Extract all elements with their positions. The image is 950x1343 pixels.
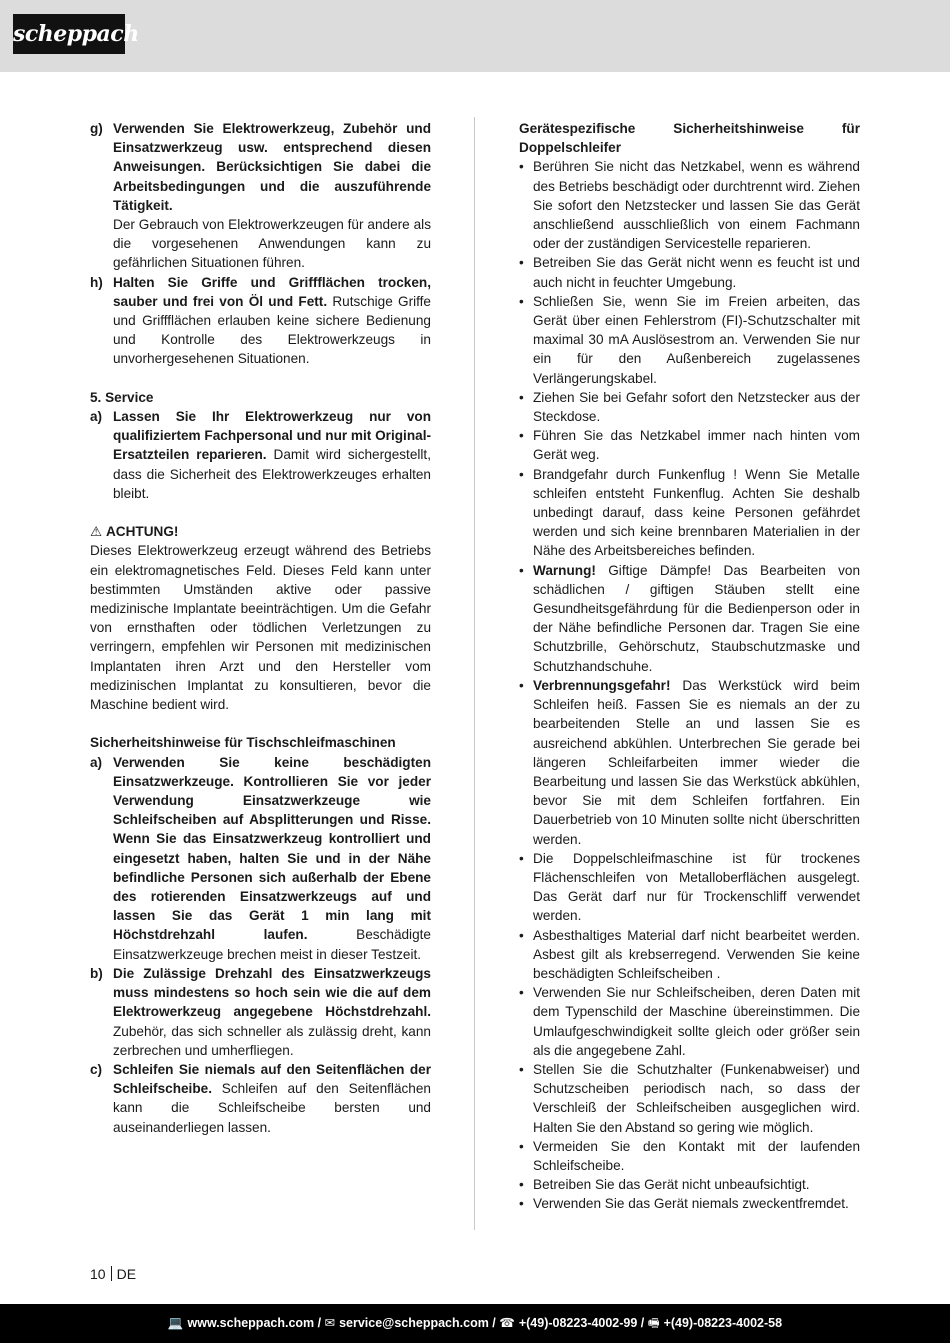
fax-number: +(49)-08223-4002-58 — [663, 1316, 783, 1330]
contact-line: 💻 www.scheppach.com / ✉ service@scheppach.com / ☎ +(49)-08223-4002-99 / 🖷 +(49)-08223-4002-58 — [167, 1316, 783, 1330]
right-column — [519, 119, 860, 1214]
list-item: • Verbrennungsgefahr! Das Werkstück wird beim Schleifen heiß. Fassen Sie es niemals an der zu bearbeitenden Stelle an und lassen Sie es ausreichend abkühlen. Unterbrechen Sie gerade bei längeren Schleifarbeiten immer wieder die Bearbeitung und lassen Sie das Werkstück abkühlen, bevor Sie mit dem Schleifen fortfahren. Ein Dauerbetrieb von 10 Minuten sollte nicht überschritten werden. — [519, 677, 860, 847]
doppelschleifer-heading: Gerätespezifische Sicherheitshinweise für Doppelschleifer — [519, 121, 860, 156]
list-item: • Verwenden Sie nur Schleifscheiben, deren Daten mit dem Typenschild der Maschine übereinstimmen. Die Umlaufgeschwindigkeit sollte gleich oder größer sein als die angegebene Zahl. — [519, 985, 860, 1058]
tischschleif-heading: Sicherheitshinweise für Tischschleifmaschinen — [90, 735, 396, 751]
phone-icon: ☎ — [499, 1316, 515, 1330]
service-instruction-a: a) Lassen Sie Ihr Elektrowerkzeug nur von qualifiziertem Fachpersonal und nur mit Original-Ersatzteilen reparieren. Damit wird sichergestellt, dass die Sicherheit des Elektrowerkzeuges erhalten bleibt. — [90, 409, 431, 501]
list-item: • Brandgefahr durch Funkenflug ! Wenn Sie Metalle schleifen entsteht Funkenflug. Achten Sie deshalb unbedingt darauf, dass keine Personen gefährdet werden und sich keine brennbaren Materialien in der Nähe des Arbeitsbereiches befinden. — [519, 466, 860, 559]
list-item: • Verwenden Sie das Gerät niemals zweckentfremdet. — [519, 1196, 849, 1212]
instruction-g: g) Verwenden Sie Elektrowerkzeug, Zubehör und Einsatzwerkzeug usw. entsprechend diesen Anweisungen. Berücksichtigen Sie dabei die Arbeitsbedingungen und die auszuführende Tätigkeit. Der Gebrauch von Elektrowerkzeugen für andere als die vorgesehenen Anwendungen kann zu gefährlichen Situationen führen. — [90, 121, 431, 271]
list-item: • Ziehen Sie bei Gefahr sofort den Netzstecker aus der Steckdose. — [519, 389, 860, 425]
mail-icon: ✉ — [324, 1316, 336, 1330]
warning-heading: ⚠ ACHTUNG! — [90, 524, 179, 540]
page-header — [0, 0, 950, 72]
list-item: • Asbesthaltiges Material darf nicht bearbeitet werden. Asbest gilt als krebserregend. Verwenden Sie keine beschädigten Schleifscheiben . — [519, 927, 860, 981]
service-heading: 5. Service — [90, 389, 154, 405]
instruction-h: h) Halten Sie Griffe und Griffflächen trocken, sauber und frei von Öl und Fett. Rutschige Griffe und Griffflächen erlauben keine sichere Bedienung und Kontrolle des Elektrowerkzeugs in unvorhergesehenen Situationen. — [90, 274, 431, 367]
column-divider — [474, 117, 475, 1230]
email-link[interactable]: service@scheppach.com — [339, 1316, 489, 1330]
list-item: • Schließen Sie, wenn Sie im Freien arbeiten, das Gerät über einen Fehlerstrom (FI)-Schutzschalter mit maximal 30 mA Auslösestrom an. Verwenden Sie nur ein für den Außenbereich zugelassenes Verlängerungskabel. — [519, 293, 860, 386]
tischschleif-instruction-b: b) Die Zulässige Drehzahl des Einsatzwerkzeugs muss mindestens so hoch sein wie die auf dem Elektrowerkzeug angegebene Höchstdrehzahl. Zubehör, das sich schneller als zulässig dreht, kann zerbrechen und umherfliegen. — [90, 965, 431, 1058]
tischschleif-instruction-c: c) Schleifen Sie niemals auf den Seitenflächen der Schleifscheibe. Schleifen auf den Seitenflächen kann die Schleifscheibe bersten und auseinanderliegen lassen. — [90, 1061, 431, 1135]
list-item: • Betreiben Sie das Gerät nicht unbeaufsichtigt. — [519, 1177, 810, 1193]
list-item: • Berühren Sie nicht das Netzkabel, wenn es während des Betriebs beschädigt oder durchtrennt wird. Ziehen Sie sofort den Netzstecker und lassen Sie das Gerät anschließend ausschließlich von einem Fachmann oder der zuständigen Servicestelle reparieren. — [519, 159, 860, 252]
list-item: • Stellen Sie die Schutzhalter (Funkenabweiser) und Schutzscheiben periodisch nach, so dass der Verschleiß der Schleifscheiben ausgeglichen wird. Halten Sie den Abstand so gering wie möglich. — [519, 1061, 860, 1135]
warning-icon: ⚠ — [90, 524, 103, 540]
warning-text: Dieses Elektrowerkzeug erzeugt während des Betriebs ein elektromagnetisches Feld. Dieses Feld kann unter bestimmten Umständen aktive oder passive medizinische Implantate beeinträchtigen. Um die Gefahr von ernsthaften oder tödlichen Verletzungen zu verringern, empfehlen wir Personen mit medizinischen Implantaten ihren Arzt und den Hersteller vom medizinischen Implantat zu konsultieren, bevor die Maschine bedient wird. — [90, 543, 431, 713]
phone-number: +(49)-08223-4002-99 — [518, 1316, 638, 1330]
list-item: • Die Doppelschleifmaschine ist für trockenes Flächenschleifen von Metalloberflächen ausgelegt. Das Gerät darf nur für Trockenschliff verwendet werden. — [519, 850, 860, 924]
page-footer — [0, 1304, 950, 1343]
computer-icon: 💻 — [167, 1316, 184, 1330]
brand-logo: scheppach — [13, 14, 125, 54]
list-item: • Betreiben Sie das Gerät nicht wenn es feucht ist und auch nicht in feuchter Umgebung. — [519, 255, 860, 290]
fax-icon: 🖷 — [647, 1316, 660, 1330]
list-item: • Führen Sie das Netzkabel immer nach hinten vom Gerät weg. — [519, 428, 860, 463]
tischschleif-instruction-a: a) Verwenden Sie keine beschädigten Einsatzwerkzeuge. Kontrollieren Sie vor jeder Verwendung Einsatzwerkzeuge wie Schleifscheiben auf Absplitterungen und Risse. Wenn Sie das Einsatzwerkzeug kontrolliert und eingesetzt haben, halten Sie und in der Nähe befindliche Personen sich außerhalb der Ebene des rotierenden Einsatzwerkzeugs auf und lassen Sie das Gerät 1 min lang mit Höchstdrehzahl laufen. Beschädigte Einsatzwerkzeuge brechen meist in dieser Testzeit. — [90, 754, 431, 962]
list-item: • Vermeiden Sie den Kontakt mit der laufenden Schleifscheibe. — [519, 1138, 860, 1173]
list-item: • Warnung! Giftige Dämpfe! Das Bearbeiten von schädlichen / giftigen Stäuben stellt eine Gesundheitsgefährdung für die Bedienperson oder in der Nähe befindliche Personen dar. Tragen Sie eine Schutzbrille, Gehörschutz, Staubschutzmaske und Schutzhandschuhe. — [519, 562, 860, 674]
page-number: 10 DE — [90, 1266, 137, 1282]
website-link[interactable]: www.scheppach.com — [187, 1316, 315, 1330]
left-column — [90, 119, 431, 1137]
